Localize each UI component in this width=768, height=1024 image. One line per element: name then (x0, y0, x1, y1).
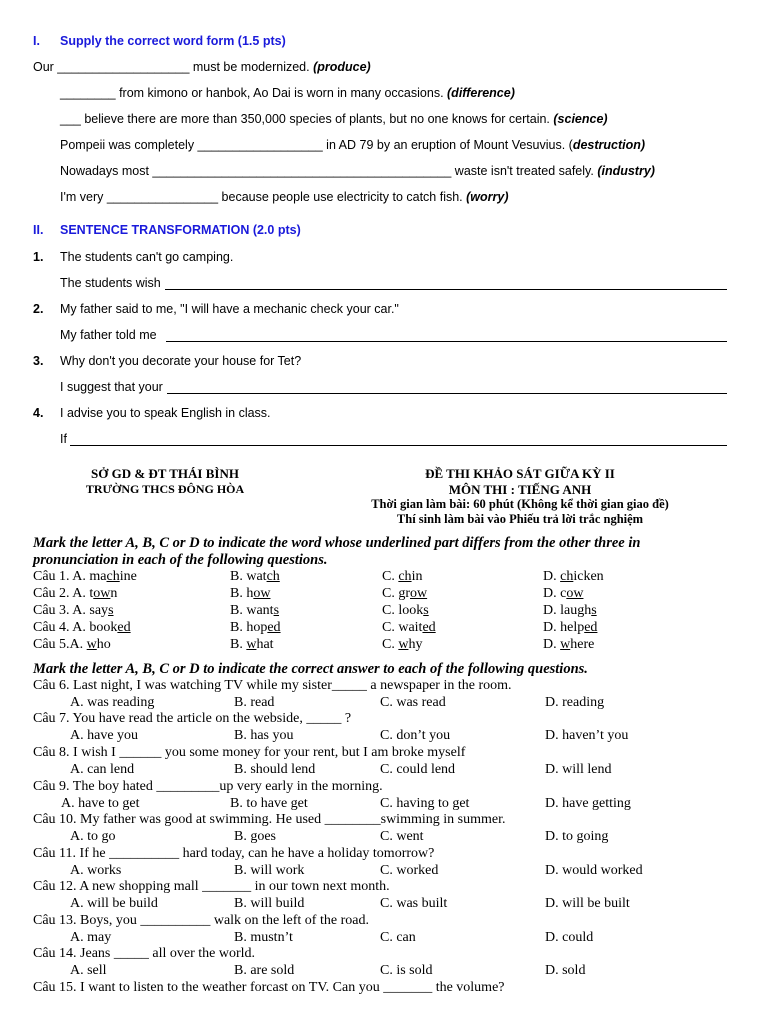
header-exam-title: ĐỀ THI KHẢO SÁT GIỮA KỲ II (425, 466, 615, 481)
question-12: Câu 12. A new shopping mall _______ in our town next month. (33, 879, 390, 894)
question-7-options: A. have you B. has you C. don’t you D. haven’t you (70, 728, 629, 743)
question-7: Câu 7. You have read the article on the webside, _____ ? (33, 711, 352, 726)
word-form-item-5: Nowadays most ___________________________________________ waste isn't treated safely. (industry) (60, 164, 655, 178)
section1-number: I. (33, 34, 40, 48)
question-13: Câu 13. Boys, you __________ walk on the left of the road. (33, 913, 369, 928)
header-subject: MÔN THI : TIẾNG ANH (448, 482, 592, 497)
question-15: Câu 15. I want to listen to the weather forcast on TV. Can you _______ the volume? (33, 980, 505, 995)
header-time: Thời gian làm bài: 60 phút (Không kể thời gian giao đề) (371, 497, 669, 511)
answer-line-2 (166, 341, 727, 342)
question-12-options: A. will be build B. will build C. was built D. will be built (70, 896, 630, 911)
word-form-item-1: Our ___________________ must be modernized. (produce) (33, 60, 371, 74)
transform-num-2: 2. (33, 302, 44, 316)
transform-start-4: If (60, 432, 67, 446)
transform-start-1: The students wish (60, 276, 161, 290)
instruction-pronunciation-line1: Mark the letter A, B, C or D to indicate the word whose underlined part differs from the other three in (33, 535, 641, 551)
transform-sentence-2: My father said to me, "I will have a mechanic check your car." (60, 302, 399, 316)
transform-sentence-4: I advise you to speak English in class. (60, 406, 271, 420)
header-department: SỞ GD & ĐT THÁI BÌNH (91, 466, 239, 481)
section2-number: II. (33, 223, 44, 237)
question-8-options: A. can lend B. should lend C. could lend D. will lend (70, 762, 612, 777)
answer-line-4 (70, 445, 727, 446)
pronunciation-question-1: Câu 1. A. machine B. watch C. chin D. chicken (33, 569, 604, 584)
section1-title: Supply the correct word form (1.5 pts) (60, 34, 286, 48)
transform-num-4: 4. (33, 406, 44, 420)
question-10-options: A. to go B. goes C. went D. to going (70, 829, 609, 844)
pronunciation-question-5: Câu 5.A. who B. what C. why D. where (33, 637, 595, 652)
pronunciation-question-4: Câu 4. A. booked B. hoped C. waited D. helped (33, 620, 598, 635)
question-11-options: A. works B. will work C. worked D. would worked (70, 863, 643, 878)
question-6-options: A. was reading B. read C. was read D. reading (70, 695, 605, 710)
transform-num-1: 1. (33, 250, 44, 264)
instruction-pronunciation-line2: pronunciation in each of the following questions. (33, 552, 328, 568)
transform-sentence-3: Why don't you decorate your house for Tet? (60, 354, 302, 368)
word-form-item-3: ___ believe there are more than 350,000 species of plants, but no one knows for certain. (science) (60, 112, 608, 126)
question-11: Câu 11. If he __________ hard today, can he have a holiday tomorrow? (33, 846, 435, 861)
question-13-options: A. may B. mustn’t C. can D. could (70, 930, 594, 945)
question-14-options: A. sell B. are sold C. is sold D. sold (70, 963, 586, 978)
answer-line-3 (167, 393, 727, 394)
pronunciation-question-2: Câu 2. A. town B. how C. grow D. cow (33, 586, 584, 601)
question-8: Câu 8. I wish I ______ you some money for your rent, but I am broke myself (33, 745, 466, 760)
transform-num-3: 3. (33, 354, 44, 368)
answer-line-1 (165, 289, 727, 290)
header-note: Thí sinh làm bài vào Phiếu trả lời trắc nghiệm (396, 512, 644, 526)
transform-start-2: My father told me (60, 328, 157, 342)
word-form-item-6: I'm very ________________ because people use electricity to catch fish. (worry) (60, 190, 509, 204)
word-form-item-4: Pompeii was completely __________________ in AD 79 by an eruption of Mount Vesuvius. (destruction) (60, 138, 646, 152)
question-6: Câu 6. Last night, I was watching TV while my sister_____ a newspaper in the room. (33, 678, 512, 693)
question-9-options: A. have to get B. to have get C. having to get D. have getting (61, 796, 631, 811)
question-9: Câu 9. The boy hated _________up very early in the morning. (33, 779, 383, 794)
transform-sentence-1: The students can't go camping. (60, 250, 234, 264)
pronunciation-question-3: Câu 3. A. says B. wants C. looks D. laughs (33, 603, 597, 618)
question-10: Câu 10. My father was good at swimming. He used ________swimming in summer. (33, 812, 506, 827)
section2-title: SENTENCE TRANSFORMATION (2.0 pts) (60, 223, 301, 237)
header-school: TRƯỜNG THCS ĐÔNG HÒA (85, 482, 245, 496)
question-14: Câu 14. Jeans _____ all over the world. (33, 946, 256, 961)
instruction-multiple-choice: Mark the letter A, B, C or D to indicate the correct answer to each of the following questions. (33, 661, 588, 677)
word-form-item-2: ________ from kimono or hanbok, Ao Dai is worn in many occasions. (difference) (60, 86, 515, 100)
transform-start-3: I suggest that your (60, 380, 163, 394)
